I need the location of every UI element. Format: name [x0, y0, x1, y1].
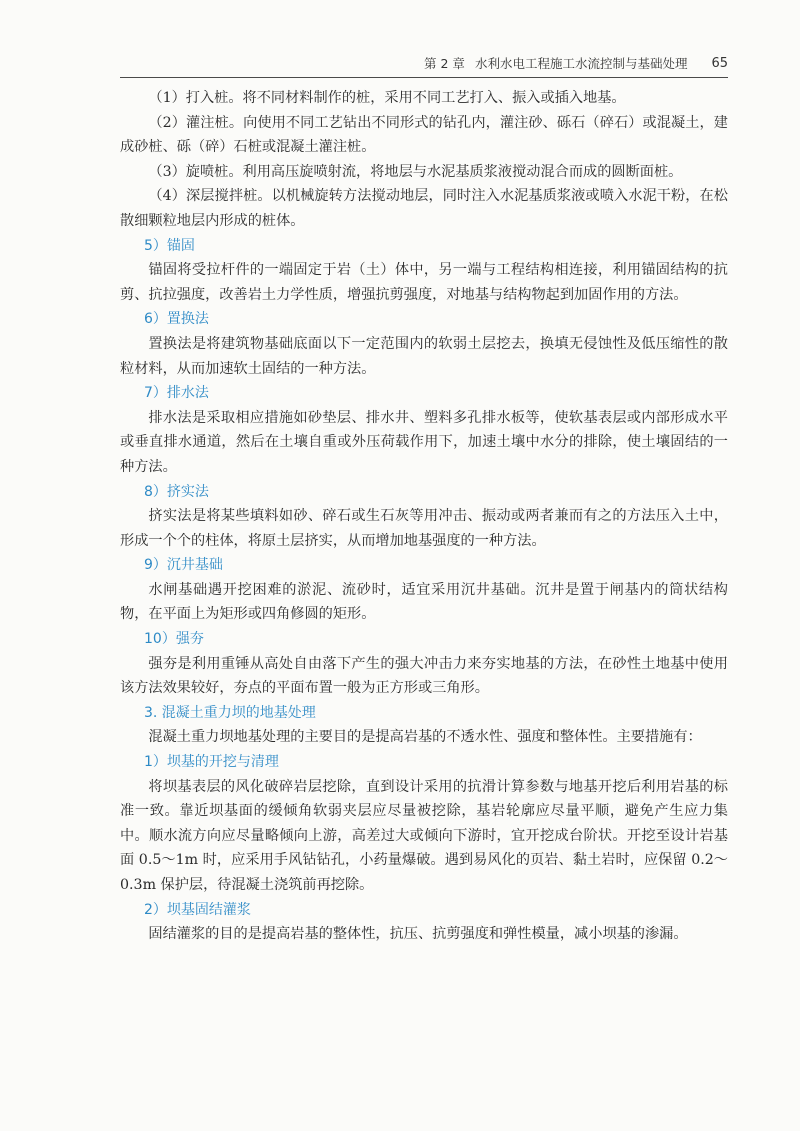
body-text [120, 86, 728, 947]
paragraph: （1）打入桩。将不同材料制作的桩，采用不同工艺打入、振入或插入地基。 [148, 90, 626, 106]
page-number: 65 [711, 55, 728, 71]
section-heading: 1）坝基的开挖与清理 [144, 754, 279, 771]
section-heading: 9）沉井基础 [144, 557, 223, 574]
paragraph: 强夯是利用重锤从高处自由落下产生的强大冲击力来夯实地基的方法，在砂性土地基中使用该方法效果较好，夯点的平面布置一般为正方形或三角形。 [120, 655, 728, 697]
chapter-title: 水利水电工程施工水流控制与基础处理 [474, 56, 688, 71]
section-heading: 2）坝基固结灌浆 [144, 901, 251, 918]
paragraph: （2）灌注桩。向使用不同工艺钻出不同形式的钻孔内，灌注砂、砾石（碎石）或混凝土，建成砂桩、砾（碎）石桩或混凝土灌注桩。 [120, 114, 728, 156]
section-heading: 7）排水法 [144, 385, 209, 402]
paragraph: 水闸基础遇开挖困难的淤泥、流砂时，适宜采用沉井基础。沉井是置于闸基内的筒状结构物，在平面上为矩形或四角修圆的矩形。 [120, 581, 728, 623]
paragraph: （4）深层搅拌桩。以机械旋转方法搅动地层，同时注入水泥基质浆液或喷入水泥干粉，在松散细颗粒地层内形成的桩体。 [120, 188, 728, 229]
paragraph: 挤实法是将某些填料如砂、碎石或生石灰等用冲击、振动或两者兼而有之的方法压入土中，形成一个个的柱体，将原土层挤实，从而增加地基强度的一种方法。 [120, 508, 728, 549]
section-heading: 5）锚固 [144, 237, 195, 254]
paragraph: 将坝基表层的风化破碎岩层挖除，直到设计采用的抗滑计算参数与地基开挖后利用岩基的标准一致。靠近坝基面的缓倾角软弱夹层应尽量被挖除，基岩轮廓应尽量平顺，避免产生应力集中。顺水流方向应尽量略倾向上游，高差过大或倾向下游时，宜开挖成台阶状。开挖至设计岩基面 0.5～1m 时，应采用手风钻钻孔，小药量爆破。遇到易风化的页岩、黏土岩时，应保留 0.2～0.3m 保护层，待混凝土浇筑前再挖除。 [120, 778, 728, 893]
header-rule [120, 77, 728, 78]
paragraph: 置换法是将建筑物基础底面以下一定范围内的软弱土层挖去，换填无侵蚀性及低压缩性的散粒材料，从而加速软土固结的一种方法。 [120, 335, 728, 377]
paragraph: 混凝土重力坝地基处理的主要目的是提高岩基的不透水性、强度和整体性。主要措施有： [148, 729, 702, 746]
paragraph: （3）旋喷桩。利用高压旋喷射流，将地层与水泥基质浆液搅动混合而成的圆断面桩。 [148, 163, 683, 180]
running-header [120, 52, 728, 74]
paragraph: 排水法是采取相应措施如砂垫层、排水井、塑料多孔排水板等，使软基表层或内部形成水平或垂直排水通道，然后在土壤自重或外压荷载作用下，加速土壤中水分的排除，使土壤固结的一种方法。 [120, 409, 728, 475]
section-heading: 3. 混凝土重力坝的地基处理 [144, 704, 316, 721]
section-heading: 6）置换法 [144, 311, 209, 328]
paragraph: 固结灌浆的目的是提高岩基的整体性，抗压、抗剪强度和弹性模量，减小坝基的渗漏。 [148, 926, 688, 943]
section-heading: 8）挤实法 [144, 483, 209, 500]
section-heading: 10）强夯 [144, 631, 204, 648]
paragraph: 锚固将受拉杆件的一端固定于岩（土）体中，另一端与工程结构相连接，利用锚固结构的抗剪、抗拉强度，改善岩土力学性质，增强抗剪强度，对地基与结构物起到加固作用的方法。 [120, 262, 728, 303]
chapter-label: 第 2 章 [424, 56, 465, 71]
